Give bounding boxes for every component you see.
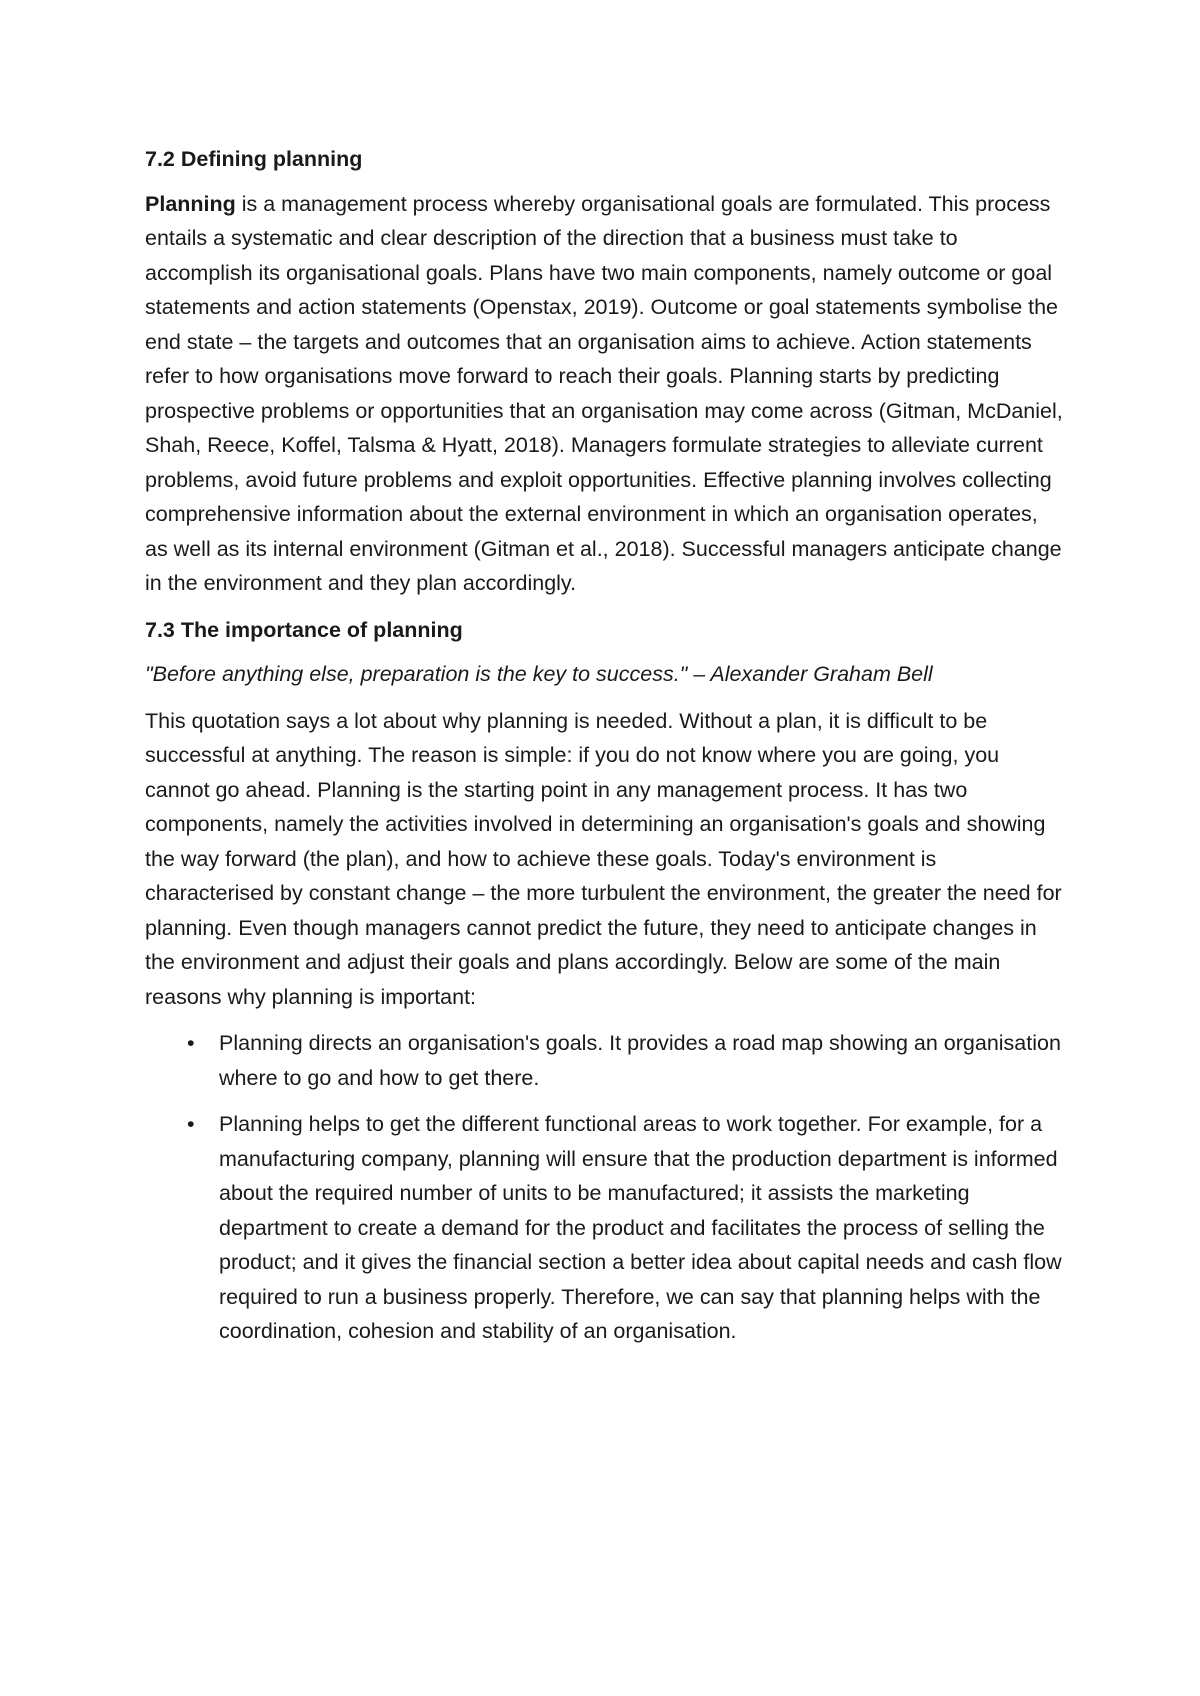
- list-item-text: Planning helps to get the different functional areas to work together. For example, for a manufacturing company, planning will ensure that the production department is informed about the required number of units to be manufactured; it assists the marketing department to create a demand for the product and facilitates the process of selling the product; and it gives the financial section a better idea about capital needs and cash flow required to run a business properly. Therefore, we can say that planning helps with the coordination, cohesion and stability of an organisation.: [219, 1112, 1062, 1343]
- list-item: [145, 1026, 1065, 1095]
- section-heading-defining-planning: 7.2 Defining planning: [145, 147, 363, 171]
- bullet-icon: •: [187, 1112, 195, 1136]
- section-heading-importance-of-planning: 7.3 The importance of planning: [145, 617, 463, 642]
- reasons-bullet-list: [145, 1026, 1065, 1349]
- list-item-text: Planning directs an organisation's goals. It provides a road map showing an organisation where to go and how to get there.: [219, 1031, 1061, 1090]
- bold-term-planning: Planning: [145, 191, 236, 216]
- paragraph-importance-of-planning: This quotation says a lot about why planning is needed. Without a plan, it is difficult to be successful at anything. The reason is simple: if you do not know where you are going, you cannot go ahead. Planning is the starting point in any management process. It has two components, namely the activities involved in determining an organisation's goals and showing the way forward (the plan), and how to achieve these goals. Today's environment is characterised by constant change – the more turbulent the environment, the greater the need for planning. Even though managers cannot predict the future, they need to anticipate changes in the environment and adjust their goals and plans accordingly. Below are some of the main reasons why planning is important:: [145, 708, 1062, 1009]
- list-item: [145, 1107, 1065, 1349]
- bullet-icon: •: [187, 1031, 195, 1055]
- quotation: "Before anything else, preparation is the key to success." – Alexander Graham Bell: [145, 662, 933, 686]
- paragraph-defining-planning: [145, 187, 1065, 601]
- paragraph-text: is a management process whereby organisational goals are formulated. This process entails a systematic and clear description of the direction that a business must take to accomplish its organisational goals. Plans have two main components, namely outcome or goal statements and action statements (Openstax, 2019). Outcome or goal statements symbolise the end state – the targets and outcomes that an organisation aims to achieve. Action statements refer to how organisations move forward to reach their goals. Planning starts by predicting prospective problems or opportunities that an organisation may come across (Gitman, McDaniel, Shah, Reece, Koffel, Talsma & Hyatt, 2018). Managers formulate strategies to alleviate current problems, avoid future problems and exploit opportunities. Effective planning involves collecting comprehensive information about the external environment in which an organisation operates, as well as its internal environment (Gitman et al., 2018). Successful managers anticipate change in the environment and they plan accordingly.: [145, 191, 1063, 595]
- document-body: [145, 142, 1065, 1361]
